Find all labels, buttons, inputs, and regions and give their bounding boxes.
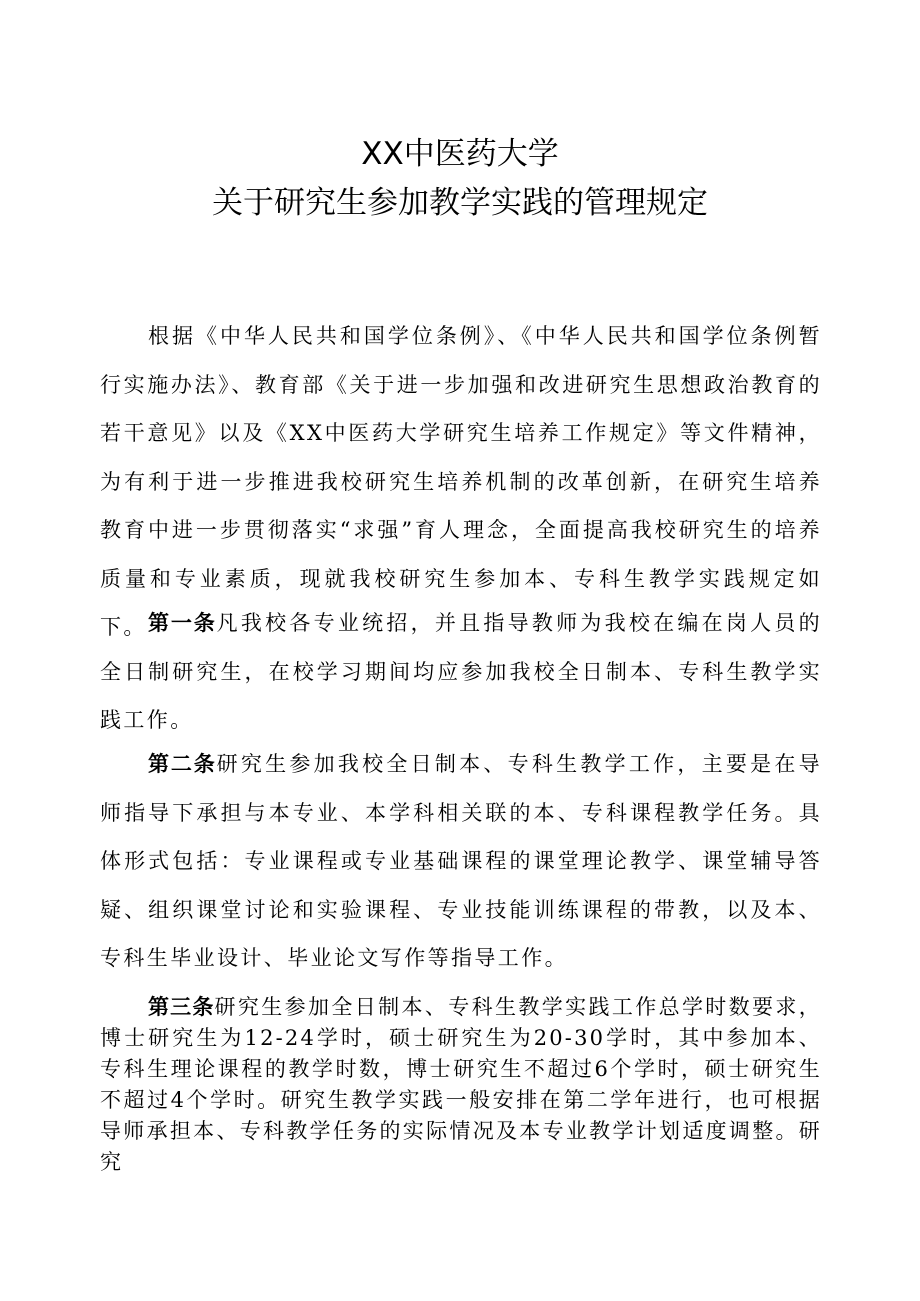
article-1-paragraph [100, 599, 822, 745]
intro-paragraph: 根据《中华人民共和国学位条例》、《中华人民共和国学位条例暂行实施办法》、教育部《关于进一步加强和改进研究生思想政治教育的若干意见》以及《XX中医药大学研究生培养工作规定》等文件精神，为有利于进一步推进我校研究生培养机制的改革创新，在研究生培养教育中进一步贯彻落实“求强”育人理念，全面提高我校研究生的培养质量和专业素质，现就我校研究生参加本、专科生教学实践规定如下。 [100, 324, 822, 639]
article-3-label: 第三条 [148, 995, 215, 1019]
article-2-paragraph [100, 740, 822, 983]
document-title-regulation: 关于研究生参加教学实践的管理规定 [212, 185, 708, 221]
article-2-label: 第二条 [148, 752, 217, 776]
article-3-paragraph [100, 992, 822, 1178]
document-title-university: XX中医药大学 [361, 136, 559, 172]
article-3-text: 研究生参加全日制本、专科生教学实践工作总学时数要求，博士研究生为12-24学时，硕士研究生为20-30学时，其中参加本、专科生理论课程的教学时数，博士研究生不超过6个学时，硕士研究生不超过4个学时。研究生教学实践一般安排在第二学年进行，也可根据导师承担本、专科教学任务的实际情况及本专业教学计划适度调整。研究 [100, 995, 822, 1174]
article-2-text: 研究生参加我校全日制本、专科生教学工作，主要是在导师指导下承担与本专业、本学科相关联的本、专科课程教学任务。具体形式包括：专业课程或专业基础课程的课堂理论教学、课堂辅导答疑、组织课堂讨论和实验课程、专业技能训练课程的带教，以及本、专科生毕业设计、毕业论文写作等指导工作。 [100, 752, 823, 970]
article-1-text: 凡我校各专业统招，并且指导教师为我校在编在岗人员的全日制研究生，在校学习期间均应参加我校全日制本、专科生教学实践工作。 [100, 611, 823, 732]
article-1-label: 第一条 [148, 611, 217, 635]
